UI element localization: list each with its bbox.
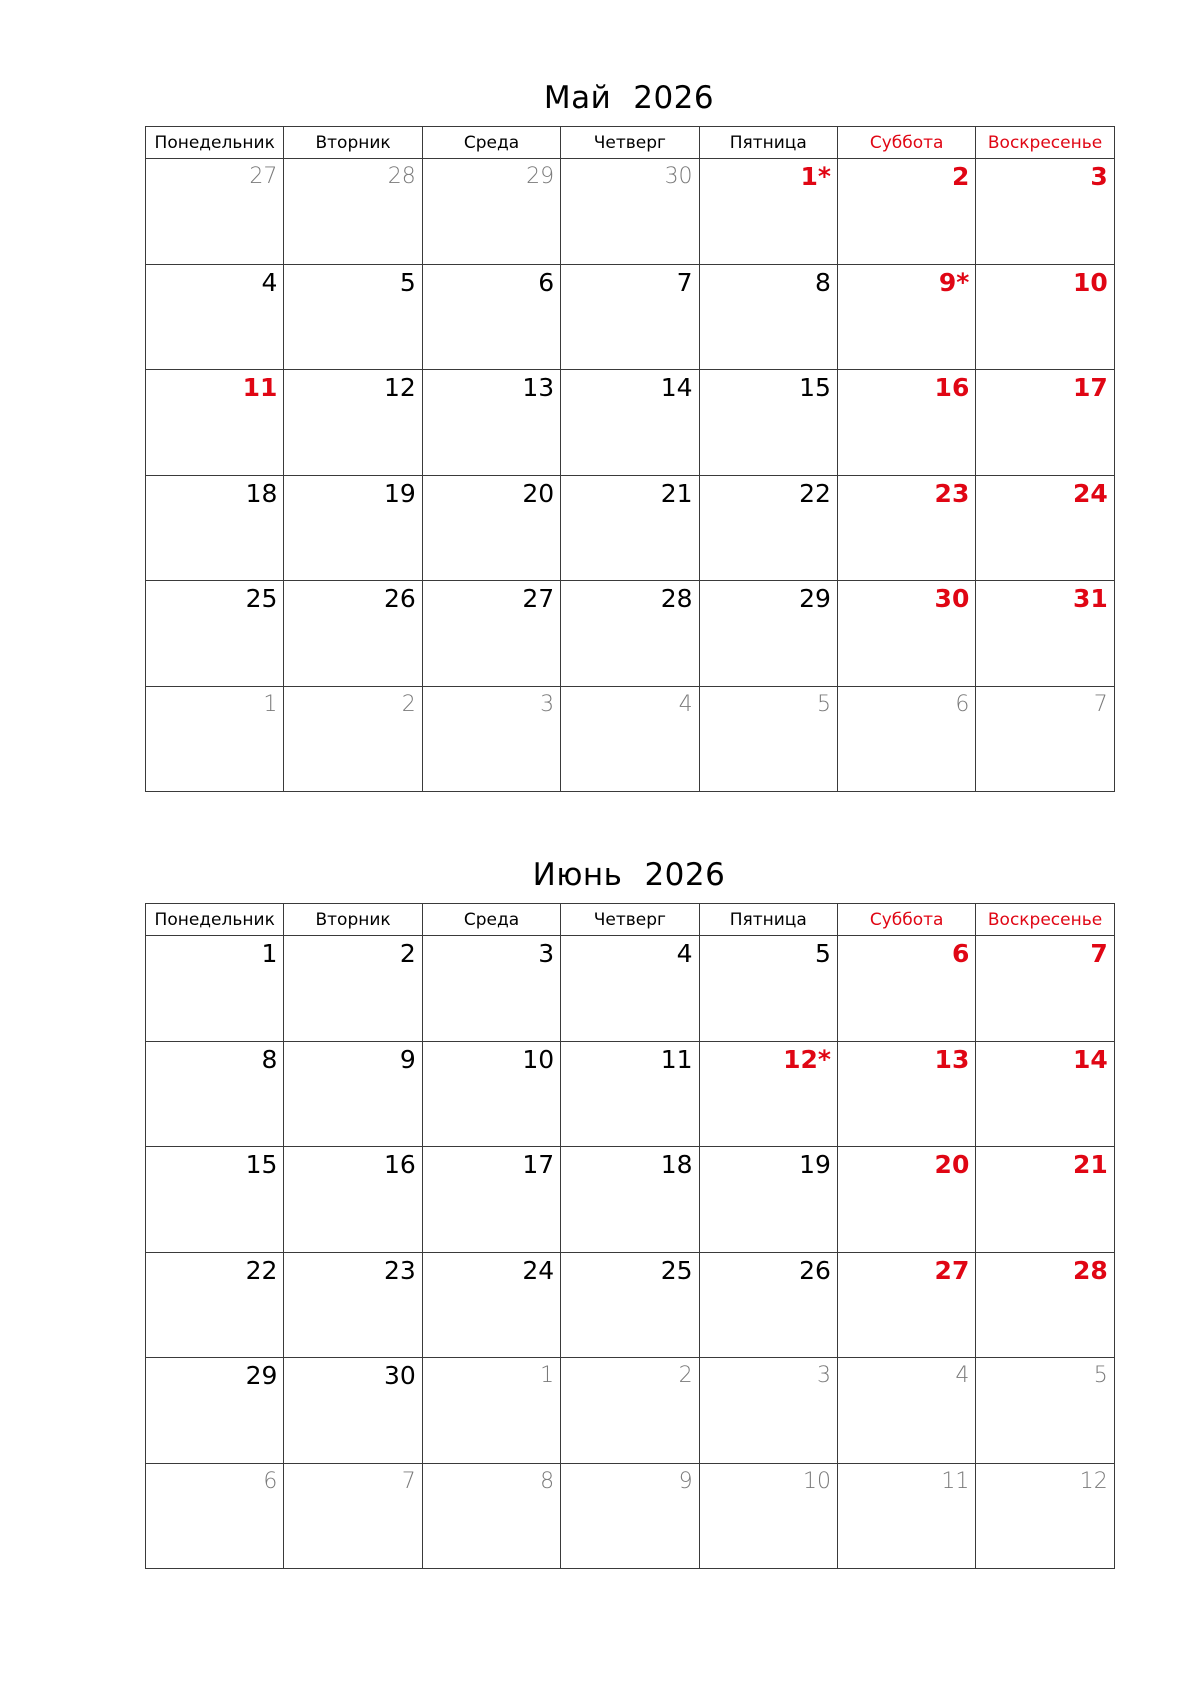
day-number: 28 <box>387 164 416 189</box>
day-cell <box>146 475 284 581</box>
week-row <box>146 1041 1115 1147</box>
day-number: 20 <box>522 478 555 508</box>
day-cell <box>837 581 975 687</box>
day-cell <box>561 1147 699 1253</box>
weekday-header: Вторник <box>284 904 422 936</box>
day-cell <box>837 370 975 476</box>
day-cell <box>837 1147 975 1253</box>
day-cell <box>422 1041 560 1147</box>
day-cell <box>146 1252 284 1358</box>
day-number: 30 <box>934 584 970 613</box>
day-cell <box>561 159 699 265</box>
day-cell <box>976 1463 1114 1569</box>
day-cell <box>146 1147 284 1253</box>
day-number: 28 <box>1072 1255 1108 1285</box>
day-cell <box>837 1358 975 1464</box>
day-cell <box>422 159 560 265</box>
day-number: 11 <box>660 1044 693 1074</box>
day-number: 8 <box>815 267 831 297</box>
month-name: Июнь <box>532 857 623 893</box>
day-number: 29 <box>799 584 831 613</box>
weekday-header: Суббота <box>837 127 975 159</box>
day-number: 4 <box>955 1363 970 1388</box>
week-row <box>146 686 1115 792</box>
day-cell <box>699 1358 837 1464</box>
day-number: 18 <box>660 1150 693 1179</box>
day-cell <box>146 159 284 265</box>
day-number: 12 <box>1079 1468 1108 1494</box>
weekday-header: Пятница <box>699 127 837 159</box>
day-cell <box>422 936 560 1042</box>
day-cell <box>837 159 975 265</box>
day-number: 17 <box>522 1150 555 1179</box>
day-cell <box>699 370 837 476</box>
day-number: 30 <box>664 164 693 189</box>
day-number: 25 <box>245 584 278 613</box>
day-number: 6 <box>263 1468 278 1494</box>
day-number: 10 <box>1072 267 1108 297</box>
day-cell <box>284 686 422 792</box>
day-cell <box>976 1358 1114 1464</box>
day-cell <box>837 936 975 1042</box>
day-number: 9 <box>399 1044 416 1074</box>
day-cell <box>561 581 699 687</box>
weekday-header-row <box>146 904 1115 936</box>
week-row <box>146 370 1115 476</box>
day-cell <box>146 1041 284 1147</box>
day-cell <box>422 1252 560 1358</box>
day-number: 8 <box>540 1468 555 1494</box>
day-number: 13 <box>522 373 555 402</box>
day-number: 8 <box>261 1044 278 1074</box>
day-number: 2 <box>951 162 970 191</box>
day-number: 15 <box>245 1150 278 1179</box>
day-cell <box>561 475 699 581</box>
month-year: 2026 <box>633 80 715 116</box>
day-number: 22 <box>245 1255 278 1285</box>
day-number: 14 <box>1072 1044 1108 1074</box>
day-number: 29 <box>526 164 555 189</box>
day-number: 30 <box>383 1361 416 1390</box>
day-number: 23 <box>934 478 970 508</box>
day-number: 12* <box>783 1044 831 1074</box>
day-number: 27 <box>522 584 555 613</box>
day-number: 31 <box>1072 584 1108 613</box>
calendar-grid <box>145 903 1115 1569</box>
day-cell <box>284 475 422 581</box>
day-cell <box>699 1041 837 1147</box>
day-number: 6 <box>951 939 970 968</box>
day-cell <box>976 936 1114 1042</box>
day-number: 14 <box>660 373 693 402</box>
day-cell <box>699 475 837 581</box>
day-number: 27 <box>249 164 278 189</box>
day-number: 6 <box>955 691 970 717</box>
day-cell <box>561 1252 699 1358</box>
day-cell <box>976 475 1114 581</box>
day-cell <box>837 1252 975 1358</box>
day-number: 28 <box>660 584 693 613</box>
day-number: 26 <box>383 584 416 613</box>
day-cell <box>146 1463 284 1569</box>
weekday-header: Понедельник <box>146 904 284 936</box>
day-number: 1 <box>263 691 278 717</box>
day-cell <box>976 1147 1114 1253</box>
week-row <box>146 1463 1115 1569</box>
month-title <box>145 80 1113 116</box>
day-cell <box>561 370 699 476</box>
day-number: 29 <box>245 1361 278 1390</box>
day-number: 11 <box>242 373 278 402</box>
day-number: 5 <box>399 267 416 297</box>
day-number: 1 <box>540 1363 555 1388</box>
day-cell <box>284 936 422 1042</box>
week-row <box>146 1147 1115 1253</box>
day-number: 3 <box>816 1363 831 1388</box>
weekday-header: Вторник <box>284 127 422 159</box>
weekday-header: Четверг <box>561 127 699 159</box>
day-number: 3 <box>1090 162 1108 191</box>
month-name: Май <box>543 80 612 116</box>
day-number: 5 <box>816 691 831 717</box>
weekday-header-row <box>146 127 1115 159</box>
day-cell <box>146 936 284 1042</box>
day-cell <box>976 581 1114 687</box>
day-number: 4 <box>261 267 278 297</box>
day-cell <box>422 1147 560 1253</box>
day-cell <box>146 1358 284 1464</box>
day-cell <box>837 264 975 370</box>
day-cell <box>699 1252 837 1358</box>
day-cell <box>146 686 284 792</box>
day-cell <box>561 686 699 792</box>
day-number: 25 <box>660 1255 693 1285</box>
day-number: 26 <box>799 1255 831 1285</box>
day-cell <box>837 475 975 581</box>
day-cell <box>422 370 560 476</box>
day-number: 22 <box>799 478 831 508</box>
day-number: 5 <box>815 939 831 968</box>
day-number: 6 <box>538 267 555 297</box>
day-cell <box>284 1358 422 1464</box>
day-number: 1 <box>261 939 278 968</box>
day-cell <box>699 159 837 265</box>
day-cell <box>284 1252 422 1358</box>
day-number: 16 <box>934 373 970 402</box>
weekday-header: Понедельник <box>146 127 284 159</box>
day-cell <box>976 1252 1114 1358</box>
weekday-header: Воскресенье <box>976 127 1114 159</box>
day-cell <box>146 370 284 476</box>
day-number: 10 <box>522 1044 555 1074</box>
day-number: 13 <box>934 1044 970 1074</box>
weekday-header: Четверг <box>561 904 699 936</box>
day-number: 18 <box>245 478 278 508</box>
day-cell <box>699 581 837 687</box>
day-number: 10 <box>802 1468 831 1494</box>
day-number: 21 <box>660 478 693 508</box>
day-cell <box>976 264 1114 370</box>
day-cell <box>837 1463 975 1569</box>
week-row <box>146 1358 1115 1464</box>
day-cell <box>284 264 422 370</box>
day-cell <box>561 1041 699 1147</box>
day-cell <box>561 264 699 370</box>
weekday-header: Воскресенье <box>976 904 1114 936</box>
calendar-grid <box>145 126 1115 792</box>
day-number: 12 <box>383 373 416 402</box>
day-number: 4 <box>678 691 693 717</box>
week-row <box>146 1252 1115 1358</box>
day-cell <box>976 1041 1114 1147</box>
week-row <box>146 475 1115 581</box>
day-number: 20 <box>934 1150 970 1179</box>
day-cell <box>699 1463 837 1569</box>
day-cell <box>422 1358 560 1464</box>
weekday-header: Суббота <box>837 904 975 936</box>
day-number: 7 <box>1093 691 1108 717</box>
day-number: 11 <box>941 1468 970 1494</box>
day-cell <box>422 581 560 687</box>
day-number: 9* <box>938 267 970 297</box>
day-number: 4 <box>676 939 693 968</box>
day-cell <box>699 264 837 370</box>
day-number: 1* <box>800 162 831 191</box>
week-row <box>146 264 1115 370</box>
day-cell <box>422 264 560 370</box>
day-number: 2 <box>401 691 416 717</box>
day-cell <box>284 1147 422 1253</box>
day-cell <box>561 1358 699 1464</box>
day-cell <box>422 1463 560 1569</box>
day-cell <box>146 581 284 687</box>
day-cell <box>837 686 975 792</box>
day-cell <box>146 264 284 370</box>
week-row <box>146 159 1115 265</box>
day-number: 17 <box>1072 373 1108 402</box>
day-number: 21 <box>1072 1150 1108 1179</box>
day-cell <box>284 581 422 687</box>
day-cell <box>284 1041 422 1147</box>
day-number: 19 <box>799 1150 831 1179</box>
day-number: 19 <box>383 478 416 508</box>
day-cell <box>699 936 837 1042</box>
day-number: 2 <box>399 939 416 968</box>
month-year: 2026 <box>644 857 726 893</box>
day-cell <box>422 475 560 581</box>
weekday-header: Пятница <box>699 904 837 936</box>
day-cell <box>976 686 1114 792</box>
day-cell <box>561 936 699 1042</box>
weekday-header: Среда <box>422 904 560 936</box>
day-cell <box>699 686 837 792</box>
day-number: 7 <box>401 1468 416 1494</box>
day-cell <box>284 1463 422 1569</box>
day-cell <box>422 686 560 792</box>
day-cell <box>561 1463 699 1569</box>
day-number: 7 <box>676 267 693 297</box>
day-cell <box>837 1041 975 1147</box>
day-cell <box>284 370 422 476</box>
day-number: 27 <box>934 1255 970 1285</box>
day-number: 2 <box>678 1363 693 1388</box>
week-row <box>146 936 1115 1042</box>
day-number: 24 <box>522 1255 555 1285</box>
day-number: 23 <box>383 1255 416 1285</box>
day-cell <box>284 159 422 265</box>
day-cell <box>976 370 1114 476</box>
day-number: 24 <box>1072 478 1108 508</box>
day-number: 3 <box>540 691 555 717</box>
day-number: 9 <box>678 1468 693 1494</box>
weekday-header: Среда <box>422 127 560 159</box>
day-number: 5 <box>1093 1363 1108 1388</box>
day-number: 16 <box>383 1150 416 1179</box>
month-title <box>145 857 1113 893</box>
day-number: 3 <box>538 939 555 968</box>
day-number: 7 <box>1090 939 1108 968</box>
day-cell <box>699 1147 837 1253</box>
day-cell <box>976 159 1114 265</box>
week-row <box>146 581 1115 687</box>
day-number: 15 <box>799 373 831 402</box>
